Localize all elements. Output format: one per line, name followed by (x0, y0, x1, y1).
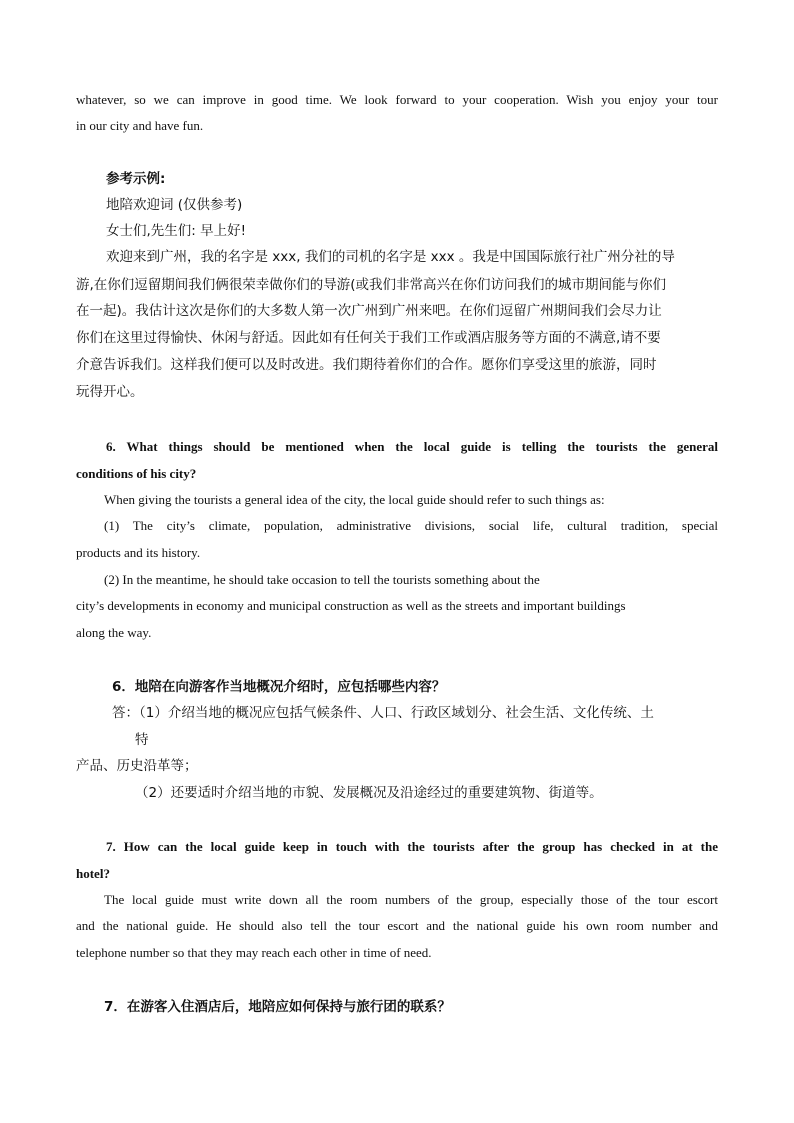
sample-heading: 参考示例: (106, 171, 166, 187)
q7-cn-question: 7．在游客入住酒店后，地陪应如何保持与旅行团的联系？ (104, 999, 451, 1015)
q7-question-line-2: hotel? (76, 866, 110, 881)
sample-greeting: 女士们,先生们: 早上好! (106, 223, 247, 239)
q6-item2-line-2: city’s developments in economy and municipal construction as well as the streets and important buildings (76, 598, 626, 613)
q6-cn-answer-line-4: （2）还要适时介绍当地的市貌、发展概况及沿途经过的重要建筑物、街道等。 (135, 785, 603, 801)
q7-answer-line-2: and the national guide. He should also tell the tour escort and the national guide his own room number and (76, 918, 718, 933)
q6-answer-intro: When giving the tourists a general idea of the city, the local guide should refer to such things as: (104, 492, 605, 507)
intro-line-1: whatever, so we can improve in good time. We look forward to your cooperation. Wish you enjoy your tour (76, 92, 718, 107)
intro-line-2: in our city and have fun. (76, 118, 204, 133)
sample-line: 玩得开心。 (76, 384, 144, 400)
q6-item2-line-1: (2) In the meantime, he should take occasion to tell the tourists something about the (104, 572, 540, 587)
q6-cn-answer-line-3: 产品、历史沿革等； (76, 758, 198, 774)
q6-question-line-1: 6. What things should be mentioned when the local guide is telling the tourists the general (106, 439, 718, 454)
q6-item2-line-3: along the way. (76, 625, 152, 640)
q7-question-line-1: 7. How can the local guide keep in touch with the tourists after the group has checked in at the (106, 839, 718, 854)
q6-item1-line-1: (1) The city’s climate, population, administrative divisions, social life, cultural tradition, special (104, 518, 718, 533)
q6-item1-line-2: products and its history. (76, 545, 201, 560)
q6-cn-question: 6．地陪在向游客作当地概况介绍时，应包括哪些内容？ (112, 679, 446, 695)
sample-line: 你们在这里过得愉快、休闲与舒适。因此如有任何关于我们工作或酒店服务等方面的不满意,请不要 (76, 330, 661, 346)
q7-answer-line-3: telephone number so that they may reach each other in time of need. (76, 945, 432, 960)
q6-cn-answer-line-2: 特 (135, 732, 149, 748)
sample-line: 游,在你们逗留期间我们俩很荣幸做你们的导游(或我们非常高兴在你们访问我们的城市期间能与你们 (76, 277, 667, 293)
sample-line: 在一起)。我估计这次是你们的大多数人第一次广州到广州来吧。在你们逗留广州期间我们会尽力让 (76, 303, 662, 319)
sample-line: 欢迎来到广州，我的名字是 xxx, 我们的司机的名字是 xxx 。我是中国国际旅行社广州分社的导 (106, 249, 675, 265)
sample-title: 地陪欢迎词 (仅供参考) (106, 197, 243, 213)
q6-question-line-2: conditions of his city? (76, 466, 197, 481)
q6-cn-answer-line-1: 答：（1）介绍当地的概况应包括气候条件、人口、行政区域划分、社会生活、文化传统、土 (112, 705, 654, 721)
sample-line: 介意告诉我们。这样我们便可以及时改进。我们期待着你们的合作。愿你们享受这里的旅游，同时 (76, 357, 657, 373)
q7-answer-line-1: The local guide must write down all the room numbers of the group, especially those of the tour escort (104, 892, 718, 907)
